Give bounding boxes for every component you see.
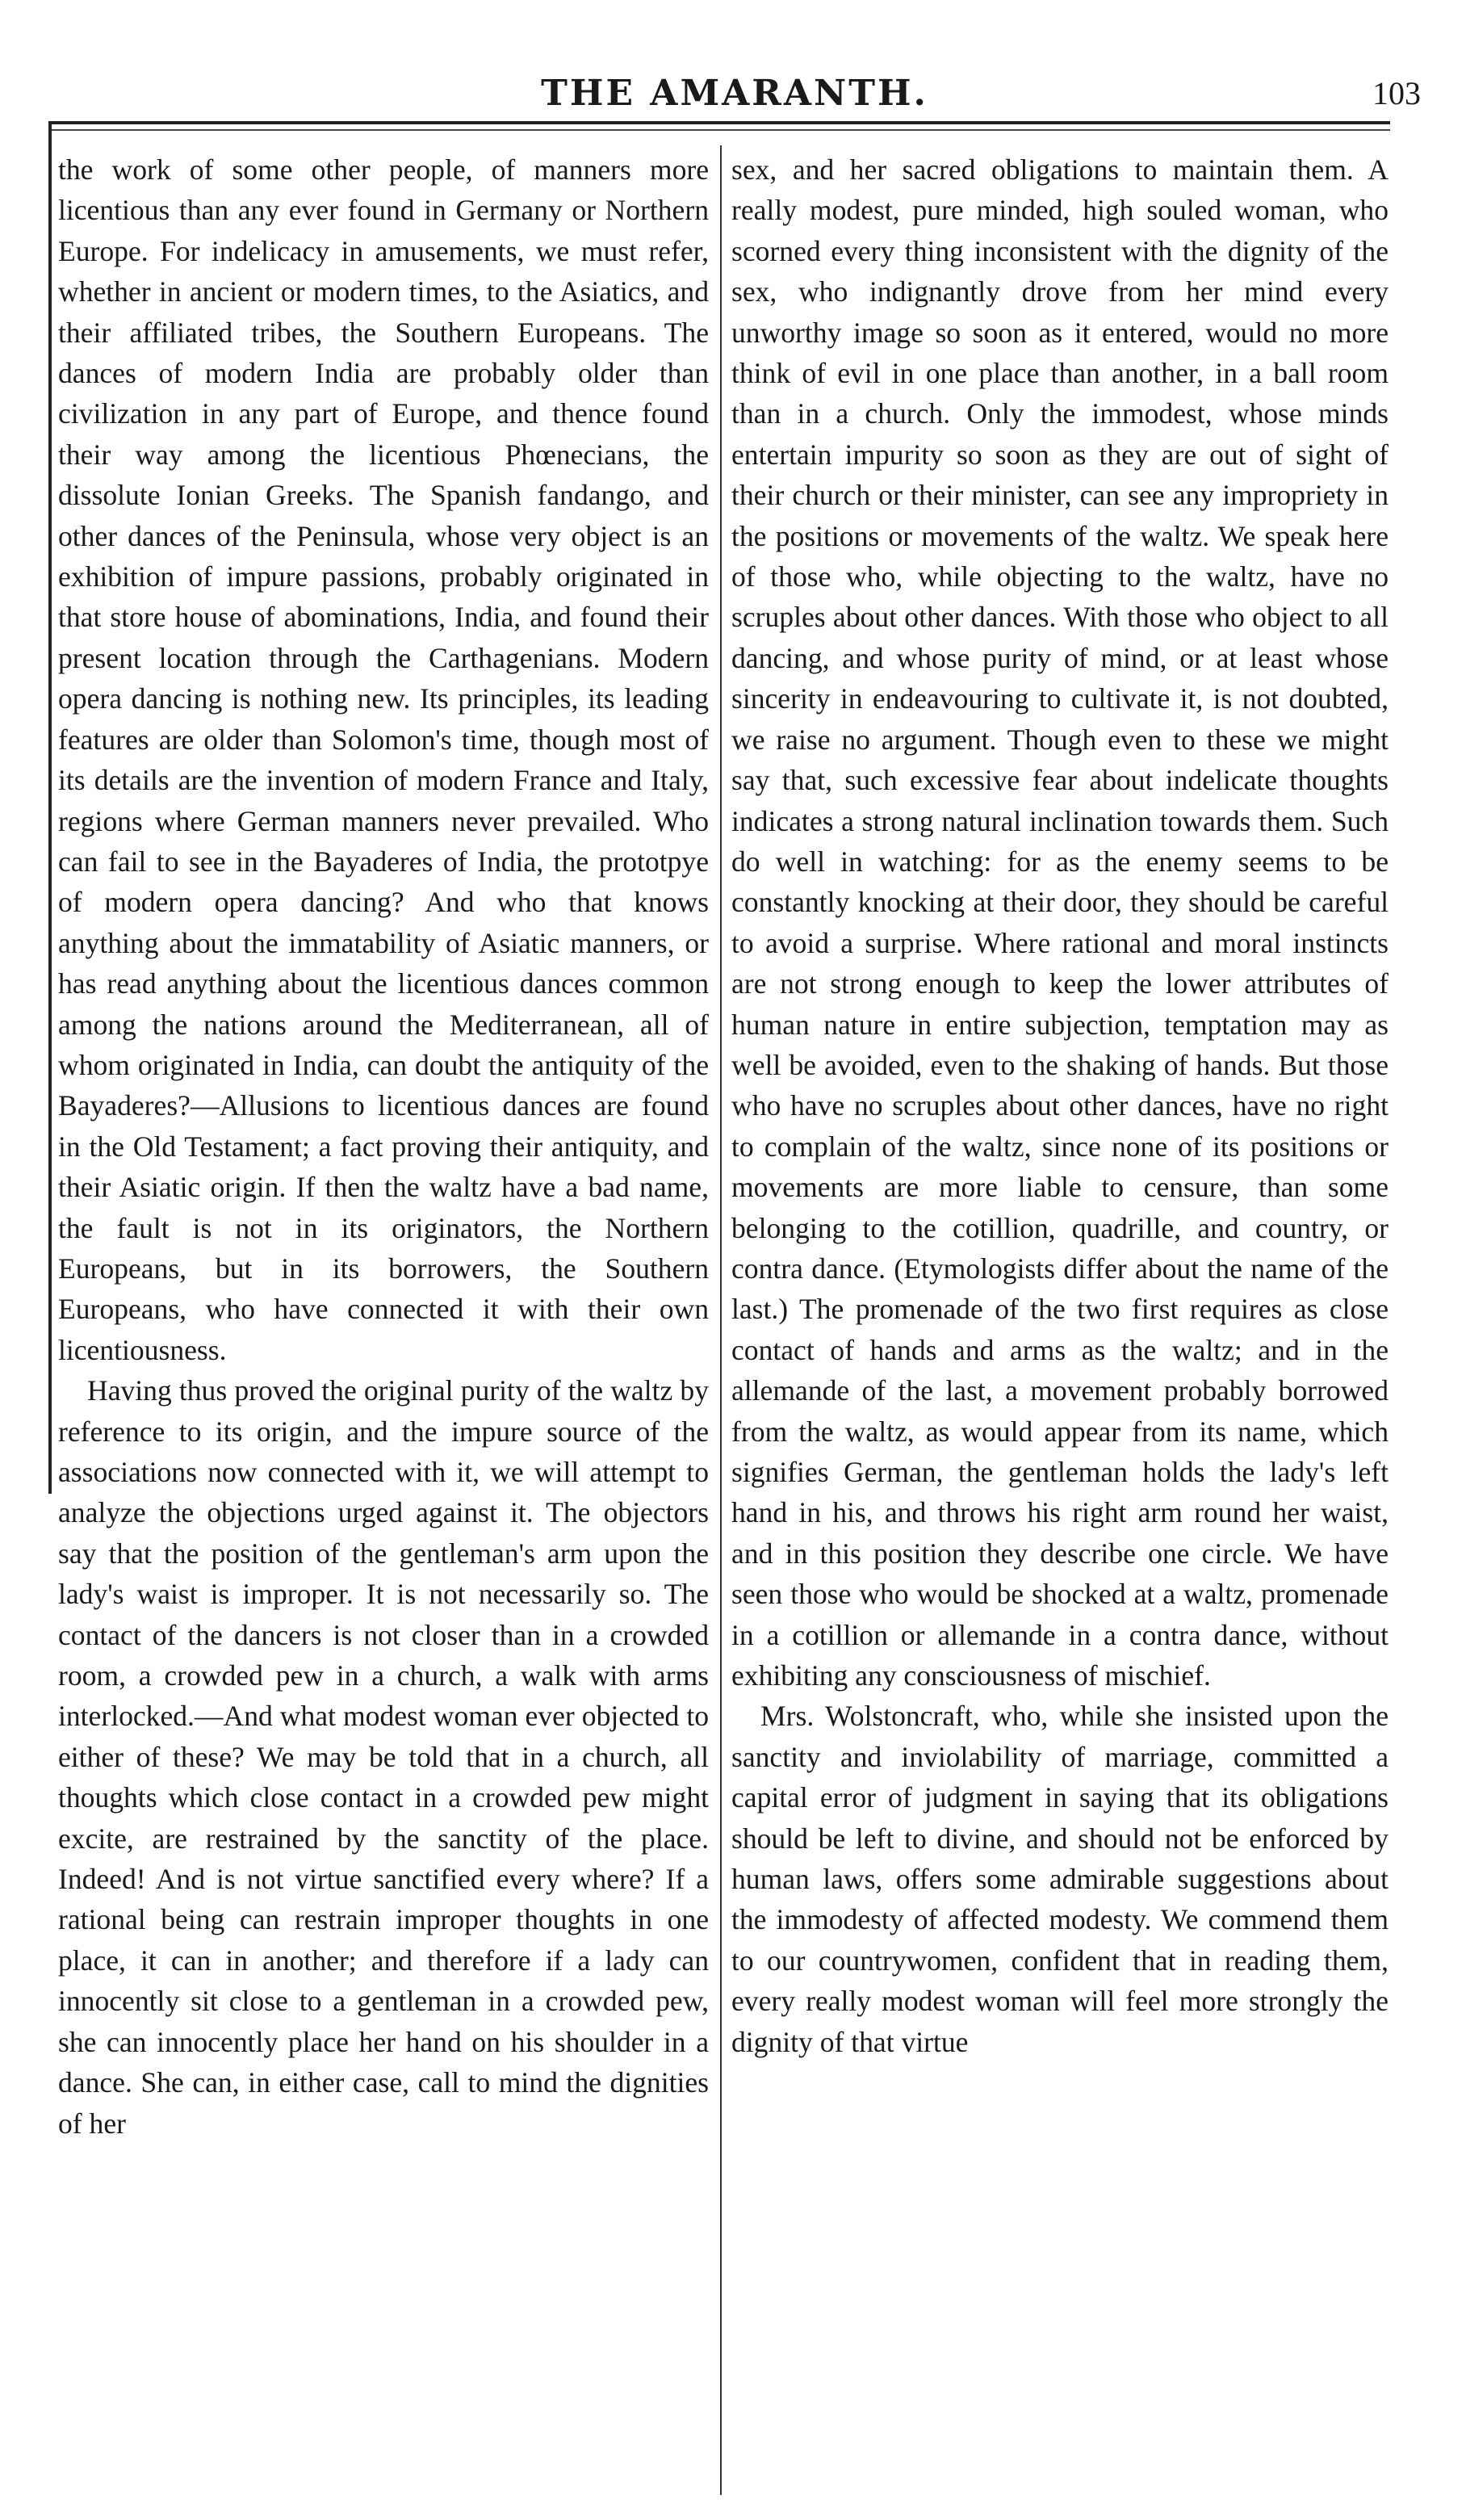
page-number: 103 [1372, 75, 1421, 111]
right-column [731, 149, 1389, 2062]
left-paragraph-2: Having thus proved the original purity of the waltz by reference to its origin, and the impure source of the associations now connected with it, we will attempt to analyze the objections urged against it. The objectors say that the position of the gentleman's arm upon the lady's waist is improper. It is not necessarily so. The contact of the dancers is not closer than in a crowded room, a crowded pew in a church, a walk with arms interlocked.—And what modest woman ever objected to either of these? We may be told that in a church, all thoughts which close contact in a crowded pew might excite, are restrained by the sanctity of the place. Indeed! And is not virtue sanctified every where? If a rational being can restrain improper thoughts in one place, it can in another; and therefore if a lady can innocently sit close to a gentleman in a crowded pew, she can innocently place her hand on his shoulder in a dance. She can, in either case, call to mind the dignities of her [58, 1374, 709, 2140]
left-margin-rule [48, 121, 58, 1494]
page-header [48, 71, 1421, 120]
header-rule-thin [50, 129, 1390, 131]
header-rule [50, 121, 1390, 124]
running-title: THE AMARANTH. [541, 73, 928, 114]
right-paragraph-1: sex, and her sacred obligations to maintain them. A really modest, pure minded, high souled woman, who scorned every thing inconsistent with the dignity of the sex, who indignantly drove from her mind every unworthy image so soon as it entered, would no more think of evil in one place than another, in a ball room than in a church. Only the immodest, whose minds entertain impurity so soon as they are out of sight of their church or their minister, can see any impropriety in the positions or movements of the waltz. We speak here of those who, while objecting to the waltz, have no scruples about other dances. With those who object to all dancing, and whose purity of mind, or at least whose sincerity in endeavouring to cultivate it, is not doubted, we raise no argument. Though even to these we might say that, such excessive fear about indelicate thoughts indicates a strong natural inclination towards them. Such do well in watching: for as the enemy seems to be constantly knocking at their door, they should be careful to avoid a surprise. Where rational and moral instincts are not strong enough to keep the lower attributes of human nature in entire subjection, temptation may as well be avoided, even to the shaking of hands. But those who have no scruples about other dances, have no right to complain of the waltz, since none of its positions or movements are more liable to censure, than some belonging to the cotillion, quadrille, and country, or contra dance. (Etymologists differ about the name of the last.) The promenade of the two first requires as close contact of hands and arms as the waltz; and in the allemande of the last, a movement probably borrowed from the waltz, as would appear from its name, which signifies German, the gentleman holds the lady's left hand in his, and throws his right arm round her waist, and in this position they describe one circle. We have seen those who would be shocked at a waltz, promenade in a cotillion or allemande in a contra dance, without exhibiting any consciousness of mischief. [731, 153, 1389, 1692]
column-divider [720, 145, 722, 2495]
left-paragraph-1: the work of some other people, of manners more licentious than any ever found in Germany or Northern Europe. For indelicacy in amusements, we must refer, whether in ancient or modern times, to the Asiatics, and their affiliated tribes, the Southern Europeans. The dances of modern India are probably older than civilization in any part of Europe, and thence found their way among the licentious Phœnecians, the dissolute Ionian Greeks. The Spanish fandango, and other dances of the Peninsula, whose very object is an exhibition of impure passions, probably originated in that store house of abominations, India, and found their present location through the Carthagenians. Modern opera dancing is nothing new. Its principles, its leading features are older than Solomon's time, though most of its details are the invention of modern France and Italy, regions where German manners never prevailed. Who can fail to see in the Bayaderes of India, the prototpye of modern opera dancing? And who that knows anything about the immatability of Asiatic manners, or has read anything about the licentious dances common among the nations around the Mediterranean, all of whom originated in India, can doubt the antiquity of the Bayaderes?—Allusions to licentious dances are found in the Old Testament; a fact proving their antiquity, and their Asiatic origin. If then the waltz have a bad name, the fault is not in its originators, the Northern Europeans, but in its borrowers, the Southern Europeans, who have connected it with their own licentiousness. [58, 153, 709, 1366]
right-paragraph-2: Mrs. Wolstoncraft, who, while she insisted upon the sanctity and inviolability of marriage, committed a capital error of judgment in saying that its obligations should be left to divine, and should not be enforced by human laws, offers some admirable suggestions about the immodesty of affected modesty. We commend them to our countrywomen, confident that in reading them, every really modest woman will feel more strongly the dignity of that virtue [731, 1700, 1389, 2058]
left-column [58, 149, 709, 2144]
